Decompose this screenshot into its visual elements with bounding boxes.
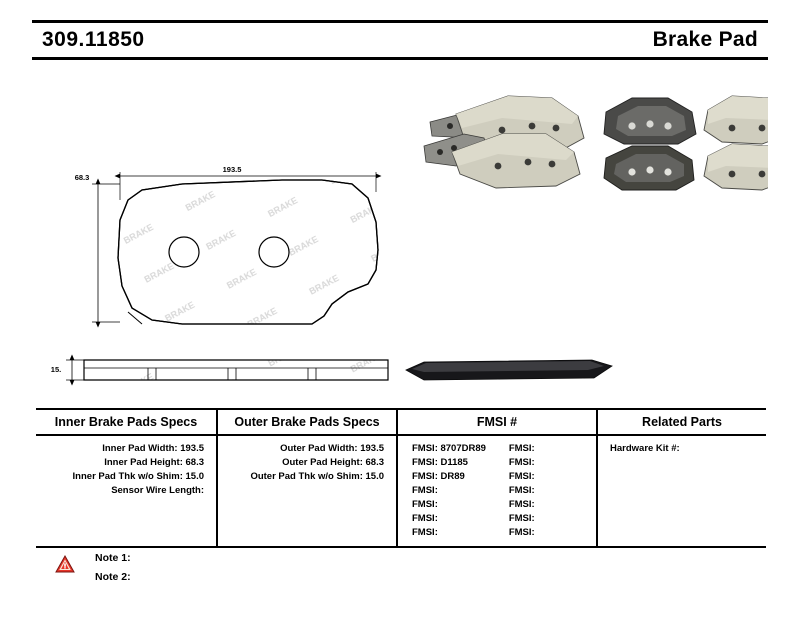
column-header-outer-specs: Outer Brake Pads Specs [216, 410, 396, 434]
notes-section [55, 552, 355, 590]
fmsi-left: FMSI: D1185 [412, 457, 468, 468]
pad-photo-7 [604, 146, 694, 190]
hardware-kit-line: Hardware Kit #: [610, 443, 680, 454]
fmsi-row [412, 526, 596, 540]
specs-table-header-row [36, 410, 766, 436]
fmsi-right: FMSI: [508, 499, 535, 510]
inner-spec-line: Inner Pad Thk w/o Shim: 15.0 [72, 471, 204, 482]
dim-thickness-label: 15. [50, 365, 62, 374]
fmsi-right: FMSI: [508, 471, 535, 482]
fmsi-left: FMSI: [412, 527, 438, 538]
fmsi-left: FMSI: DR89 [412, 471, 465, 482]
fmsi-right: FMSI: [508, 527, 535, 538]
part-number: 309.11850 [42, 28, 145, 51]
fmsi-right: FMSI: [508, 513, 535, 524]
fmsi-row [412, 442, 596, 456]
fmsi-row [412, 470, 596, 484]
inner-pad-outline [118, 180, 378, 324]
outer-spec-line: Outer Pad Thk w/o Shim: 15.0 [250, 471, 384, 482]
outer-specs-cell [216, 436, 396, 546]
inner-specs-cell [36, 436, 216, 546]
fmsi-right: FMSI: [508, 443, 535, 454]
note-2-label: Note 2: [95, 571, 131, 583]
inner-pad-side-profile [84, 360, 388, 380]
inner-spec-line: Inner Pad Width: 193.5 [102, 443, 204, 454]
fmsi-cell [396, 436, 596, 546]
header-bar [32, 20, 768, 60]
fmsi-row [412, 498, 596, 512]
header-left [32, 23, 145, 57]
page-title: Brake Pad [652, 28, 758, 51]
column-header-fmsi: FMSI # [396, 410, 596, 434]
outer-spec-line: Outer Pad Width: 193.5 [280, 443, 384, 454]
pad-photo-8 [704, 144, 768, 190]
header-right [653, 23, 758, 57]
fmsi-list [398, 442, 596, 540]
dimension-thickness [51, 360, 84, 380]
fmsi-row [412, 456, 596, 470]
note-1-label: Note 1: [95, 552, 131, 564]
outer-spec-line: Outer Pad Height: 68.3 [282, 457, 384, 468]
pad-photo-6 [704, 96, 768, 144]
fmsi-left: FMSI: [412, 485, 438, 496]
pad-photo-edge-view [406, 360, 612, 380]
pad-photo-5 [604, 98, 696, 144]
dim-height-label: 68.3 [74, 173, 90, 182]
fmsi-left: FMSI: [412, 499, 438, 510]
fmsi-right: FMSI: [508, 485, 535, 496]
specs-table-body [36, 436, 766, 546]
product-drawing [32, 72, 768, 392]
inner-spec-line: Sensor Wire Length: [111, 485, 204, 496]
fmsi-right: FMSI: [508, 457, 535, 468]
fmsi-left: FMSI: [412, 513, 438, 524]
note-row [55, 552, 355, 571]
dim-width-label: 193.5 [222, 165, 242, 174]
note-row [55, 571, 355, 590]
dimension-height [75, 173, 120, 322]
drawing-svg [32, 72, 768, 392]
related-parts-cell [596, 436, 766, 546]
specs-table [36, 408, 766, 548]
fmsi-row [412, 512, 596, 526]
pad-photo-group [406, 96, 768, 380]
column-header-related-parts: Related Parts [596, 410, 766, 434]
fmsi-left: FMSI: 8707DR89 [412, 443, 486, 454]
inner-spec-line: Inner Pad Height: 68.3 [104, 457, 204, 468]
fmsi-row [412, 484, 596, 498]
warning-icon [55, 555, 75, 573]
column-header-inner-specs: Inner Brake Pads Specs [54, 415, 198, 429]
